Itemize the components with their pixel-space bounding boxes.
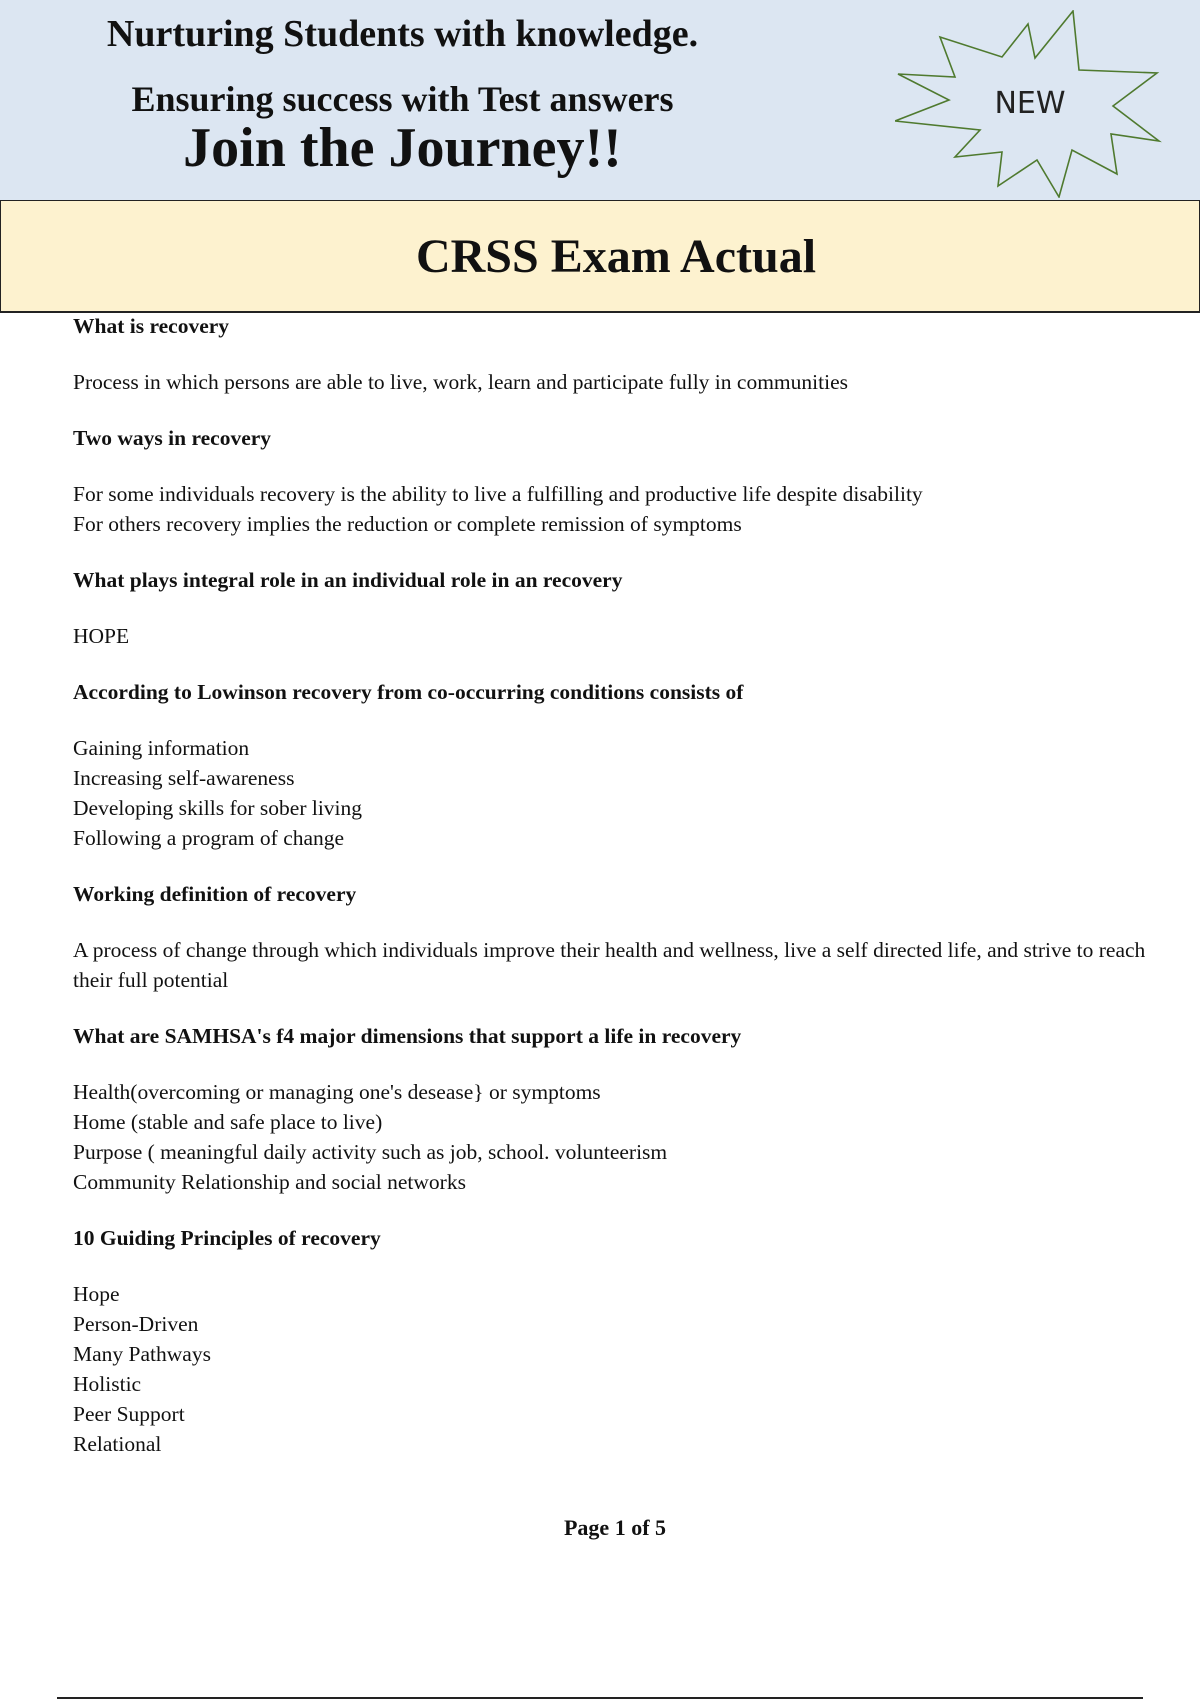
qa-item (73, 879, 1153, 995)
answer-line: Many Pathways (73, 1342, 211, 1366)
answer-line: Person-Driven (73, 1312, 199, 1336)
question: 10 Guiding Principles of recovery (73, 1226, 381, 1250)
question: Two ways in recovery (73, 426, 272, 450)
banner-headline: Join the Journey!! (183, 117, 622, 179)
qa-item (73, 1223, 1153, 1459)
qa-item (73, 423, 1153, 539)
question: Working definition of recovery (73, 882, 357, 906)
footer-divider (57, 1697, 1143, 1699)
banner-tagline-1: Nurturing Students with knowledge. (106, 13, 699, 55)
answer-line: Developing skills for sober living (73, 796, 363, 820)
qa-content (73, 311, 1153, 1485)
qa-item (73, 677, 1153, 853)
answer-line: HOPE (73, 624, 130, 648)
question: What is recovery (73, 314, 230, 338)
new-badge (895, 10, 1165, 198)
qa-item (73, 565, 1153, 651)
question: What are SAMHSA's f4 major dimensions that support a life in recovery (73, 1024, 742, 1048)
document-title-box (0, 201, 1200, 313)
answer-line: Community Relationship and social networks (73, 1170, 466, 1194)
qa-item (73, 311, 1153, 397)
answer-line: For others recovery implies the reduction or complete remission of symptoms (73, 512, 742, 536)
answer-line: Increasing self-awareness (73, 766, 295, 790)
answer-line: Health(overcoming or managing one's desease} or symptoms (73, 1080, 601, 1104)
question: According to Lowinson recovery from co-occurring conditions consists of (73, 680, 744, 704)
answer-line: Process in which persons are able to live, work, learn and participate fully in communities (73, 370, 848, 394)
answer-line: Home (stable and safe place to live) (73, 1110, 383, 1134)
answer-line: For some individuals recovery is the ability to live a fulfilling and productive life despite disability (73, 482, 923, 506)
answer-line: Holistic (73, 1372, 142, 1396)
page-number: Page 1 of 5 (563, 1515, 667, 1540)
document-title: CRSS Exam Actual (415, 230, 817, 283)
answer-line: Relational (73, 1432, 162, 1456)
answer-line: Purpose ( meaningful daily activity such as job, school. volunteerism (73, 1140, 668, 1164)
banner-tagline-2: Ensuring success with Test answers (131, 79, 674, 119)
answer-line: A process of change through which individuals improve their health and wellness, live a self directed life, and strive to reach their full potential (73, 938, 1146, 992)
answer-line: Following a program of change (73, 826, 345, 850)
new-badge-label: NEW (994, 86, 1066, 121)
answer-line: Gaining information (73, 736, 250, 760)
question: What plays integral role in an individual role in an recovery (73, 568, 623, 592)
answer-line: Peer Support (73, 1402, 185, 1426)
answer-line: Hope (73, 1282, 120, 1306)
header-banner (0, 0, 1200, 202)
qa-item (73, 1021, 1153, 1197)
